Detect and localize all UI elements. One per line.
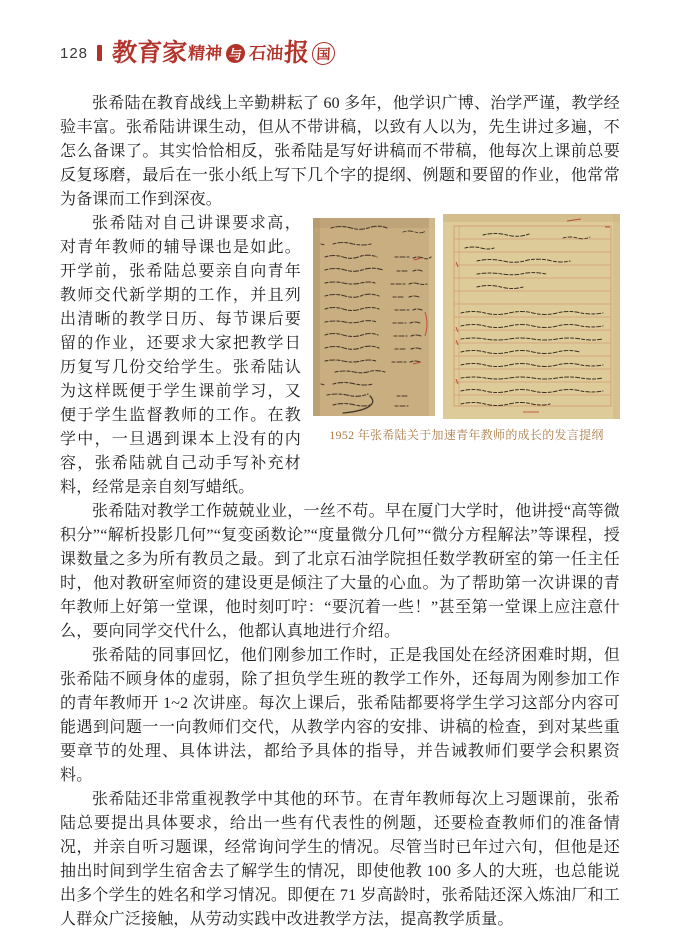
logo-connector-badge: 与 xyxy=(226,44,246,63)
logo-text-educator: 教育家 xyxy=(111,39,188,67)
header-divider-bar xyxy=(97,45,102,61)
logo-text-spirit: 精神 xyxy=(187,43,223,63)
article-body xyxy=(60,92,620,932)
left-manuscript-page xyxy=(313,218,435,416)
logo-text-serve: 报 xyxy=(283,39,310,67)
body-paragraph-3: 张希陆对教学工作兢兢业业，一丝不苟。早在厦门大学时，他讲授“高等微积分”“解析投影几何”“复变函数论”“度量微分几何”“微分方程解法”等课程，授课数量之多为所有教员之最。到了北京石油学院担任数学教研室的第一任主任时，他对教研室师资的建设更是倾注了大量的心血。为了帮助第一次讲课的青年教师上好第一堂课，他时刻叮咛：“要沉着一些！”甚至第一堂课上应注意什么，要向同学交代什么，他都认真地进行介绍。 xyxy=(60,503,620,640)
logo-text-country-circled: 国 xyxy=(311,42,335,65)
body-paragraph-4: 张希陆的同事回忆，他们刚参加工作时，正是我国处在经济困难时期，但张希陆不顾身体的虚弱，除了担负学生班的教学工作外，还每周为刚参加工作的青年教师开 1~2 次讲座。每次上课后，张希陆都要将学生学习这部分内容可能遇到问题一一向教师们交代，从教学内容的安排、讲稿的检查，到对某些重要章节的处理、具体讲法，都给予具体的指导，并告诫教师们要学会积累资料。 xyxy=(60,647,620,784)
figure-caption: 1952 年张希陆关于加速青年教师的成长的发言提纲 xyxy=(329,428,604,442)
manuscript-photo xyxy=(313,214,620,419)
body-paragraph-2: 张希陆对自己讲课要求高，对青年教师的辅导课也是如此。开学前，张希陆总要亲自向青年教师交代新学期的工作，并且列出清晰的教学日历、每节课后要留的作业，还要求大家把教学日历复写几份交给学生。张希陆认为这样既便于学生课前学习，又便于学生监督教师的工作。在教学中，一旦遇到课本上没有的内容，张希陆就自己动手写补充材料，经常是亲自刻写蜡纸。 xyxy=(60,215,301,496)
body-paragraph-1: 张希陆在教育战线上辛勤耕耘了 60 多年，他学识广博、治学严谨，教学经验丰富。张希陆讲课生动，但从不带讲稿，以致有人以为，先生讲过多遍，不怎么备课了。其实恰恰相反，张希陆是写好讲稿而不带稿，他每次上课前总要反复琢磨，最后在一张小纸上写下几个字的提纲、例题和要留的作业，他常常为备课而工作到深夜。 xyxy=(60,95,620,208)
manuscript-figure xyxy=(313,214,620,443)
page-header xyxy=(60,36,620,70)
body-paragraph-5: 张希陆还非常重视教学中其他的环节。在青年教师每次上习题课前，张希陆总要提出具体要求，给出一些有代表性的例题，还要检查教师们的准备情况，并亲自听习题课，经常询问学生的情况。尽管当时已年过六旬，但他是还抽出时间到学生宿舍去了解学生的情况，即使他教 100 多人的大班，也总能说出多个学生的姓名和学习情况。即便在 71 岁高龄时，张希陆还深入炼油厂和工人群众广泛接触，从劳动实践中改进教学方法，提高教学质量。 xyxy=(60,791,620,928)
series-logo xyxy=(111,41,335,66)
logo-text-petroleum: 石油 xyxy=(248,43,284,63)
right-manuscript-page xyxy=(443,214,620,419)
page-number: 128 xyxy=(60,44,89,62)
